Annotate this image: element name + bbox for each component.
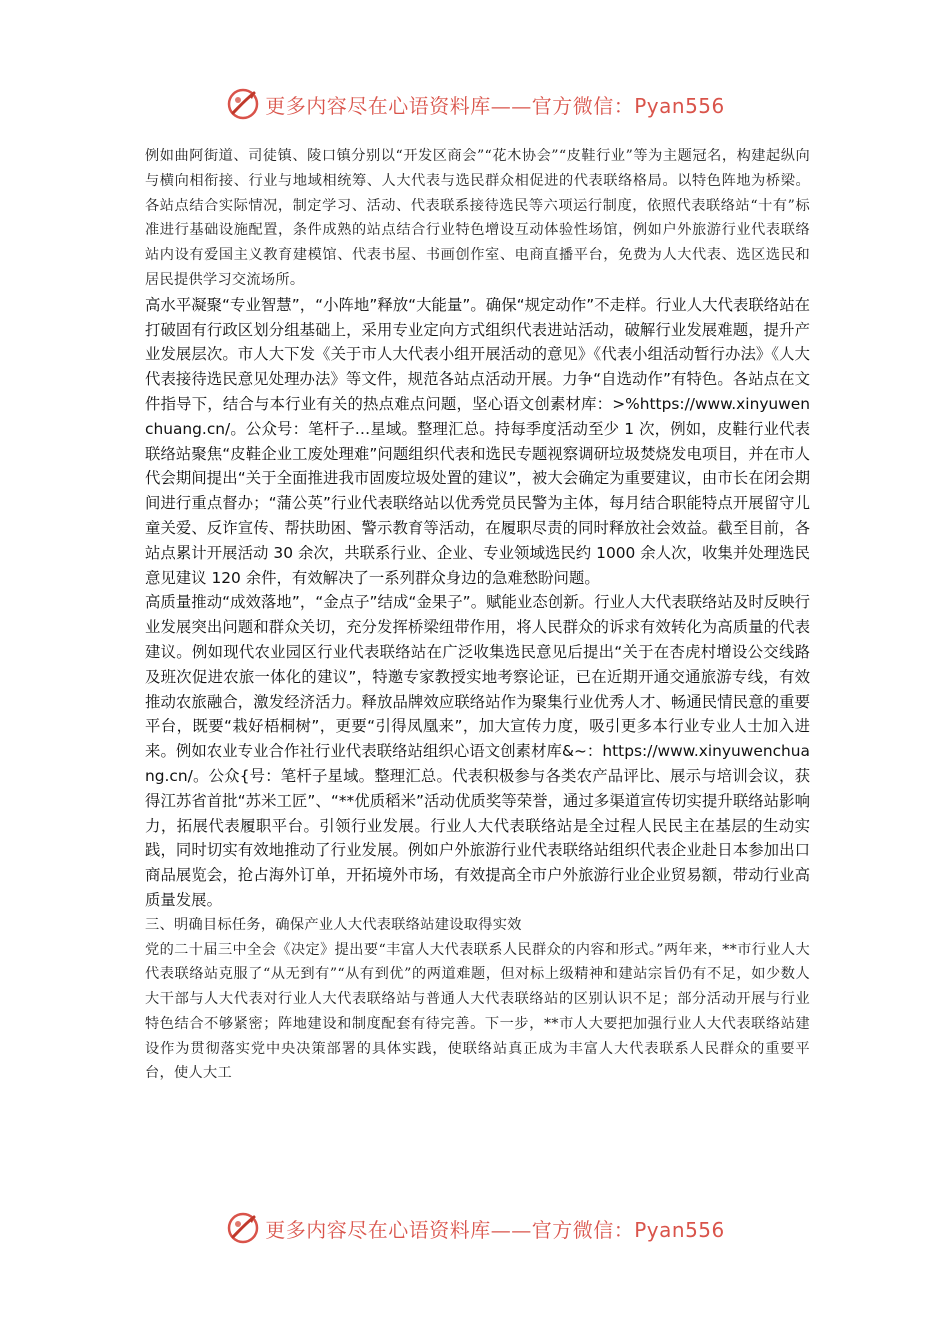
brand-logo-icon (225, 86, 261, 122)
header-banner (0, 84, 950, 124)
header-brand-text (265, 90, 725, 119)
paragraph-4: 党的二十届三中全会《决定》提出要“丰富人大代表联系人民群众的内容和形式。”两年来，**市行业人大代表联络站克服了“从无到有”“从有到优”的两道难题，但对标上级精神和建站宗旨仍有不足，如少数人大干部与人大代表对行业人大代表联络站与普通人大代表联络站的区别认识不足；部分活动开展与行业特色结合不够紧密；阵地建设和制度配套有待完善。下一步，**市人大要把加强行业人大代表联络站建设作为贯彻落实党中央决策部署的具体实践，使联络站真正成为丰富人大代表联系人民群众的重要平台，使人大工 (145, 941, 810, 1082)
paragraph-2: 高水平凝聚“专业智慧”，“小阵地”释放“大能量”。确保“规定动作”不走样。行业人大代表联络站在打破固有行政区划分组基础上，采用专业定向方式组织代表进站活动，破解行业发展难题，提升产业发展层次。市人大下发《关于市人大代表小组开展活动的意见》《代表小组活动暂行办法》《人大代表接待选民意见处理办法》等文件，规范各站点活动开展。力争“自选动作”有特色。各站点在文件指导下，结合与本行业有关的热点难点问题，坚心语文创素材库：>%https://www.xinyuwenchuang.cn/。公众号：笔杆子…星域。整理汇总。持每季度活动至少 1 次，例如，皮鞋行业代表联络站聚焦“皮鞋企业工废处理难”问题组织代表和选民专题视察调研垃圾焚烧发电项目，并在市人代会期间提出“关于全面推进我市固废垃圾处置的建议”，被大会确定为重要建议，由市长在闭会期间进行重点督办；“蒲公英”行业代表联络站以优秀党员民警为主体，每月结合职能特点开展留守儿童关爱、反诈宣传、帮扶助困、警示教育等活动，在履职尽责的同时释放社会效益。截至目前，各站点累计开展活动 30 余次，共联系行业、企业、专业领域选民约 1000 余人次，收集并处理选民意见建议 120 余件，有效解决了一系列群众身边的急难愁盼问题。 (145, 295, 810, 587)
header-brand-label: 更多内容尽在心语资料库——官方微信： (265, 93, 635, 118)
brand-logo-icon (225, 1210, 261, 1246)
document-body (145, 144, 810, 1086)
footer-banner (0, 1208, 950, 1248)
footer-brand-label: 更多内容尽在心语资料库——官方微信： (265, 1217, 635, 1242)
paragraph-3: 高质量推动“成效落地”，“金点子”结成“金果子”。赋能业态创新。行业人大代表联络站及时反映行业发展突出问题和群众关切，充分发挥桥梁纽带作用，将人民群众的诉求有效转化为高质量的代表建议。例如现代农业园区行业代表联络站在广泛收集选民意见后提出“关于在杏虎村增设公交线路及班次促进农旅一体化的建议”，特邀专家教授实地考察论证，已在近期开通交通旅游专线，有效推动农旅融合，激发经济活力。释放品牌效应联络站作为聚集行业优秀人才、畅通民情民意的重要平台，既要“栽好梧桐树”，更要“引得凤凰来”，加大宣传力度，吸引更多本行业专业人士加入进来。例如农业专业合作社行业代表联络站组织心语文创素材库&~：https://www.xinyuwenchuang.cn/。公众{号：笔杆子星域。整理汇总。代表积极参与各类农产品评比、展示与培训会议，获得江苏省首批“苏米工匠”、“**优质稻米”活动优质奖等荣誉，通过多渠道宣传切实提升联络站影响力，拓展代表履职平台。引领行业发展。行业人大代表联络站是全过程人民民主在基层的生动实践，同时切实有效地推动了行业发展。例如户外旅游行业代表联络站组织代表企业赴日本参加出口商品展览会，抢占海外订单，开拓境外市场，有效提高全市户外旅游行业企业贸易额，带动行业高质量发展。 (145, 593, 810, 909)
footer-brand-text (265, 1214, 725, 1243)
paragraph-1: 例如曲阿街道、司徒镇、陵口镇分别以“开发区商会”“花木协会”“皮鞋行业”等为主题冠名，构建起纵向与横向相衔接、行业与地域相统筹、人大代表与选民群众相促进的代表联络格局。以特色阵地为桥梁。各站点结合实际情况，制定学习、活动、代表联系接待选民等六项运行制度，依照代表联络站“十有”标准进行基础设施配置，条件成熟的站点结合行业特色增设互动体验性场馆，例如户外旅游行业代表联络站内设有爱国主义教育建模馆、代表书屋、书画创作室、电商直播平台，免费为人大代表、选区选民和居民提供学习交流场所。 (145, 148, 810, 288)
header-wechat-id: Pyan556 (634, 93, 725, 118)
footer-wechat-id: Pyan556 (634, 1217, 725, 1242)
section-heading: 三、明确目标任务，确保产业人大代表联络站建设取得实效 (145, 916, 522, 933)
